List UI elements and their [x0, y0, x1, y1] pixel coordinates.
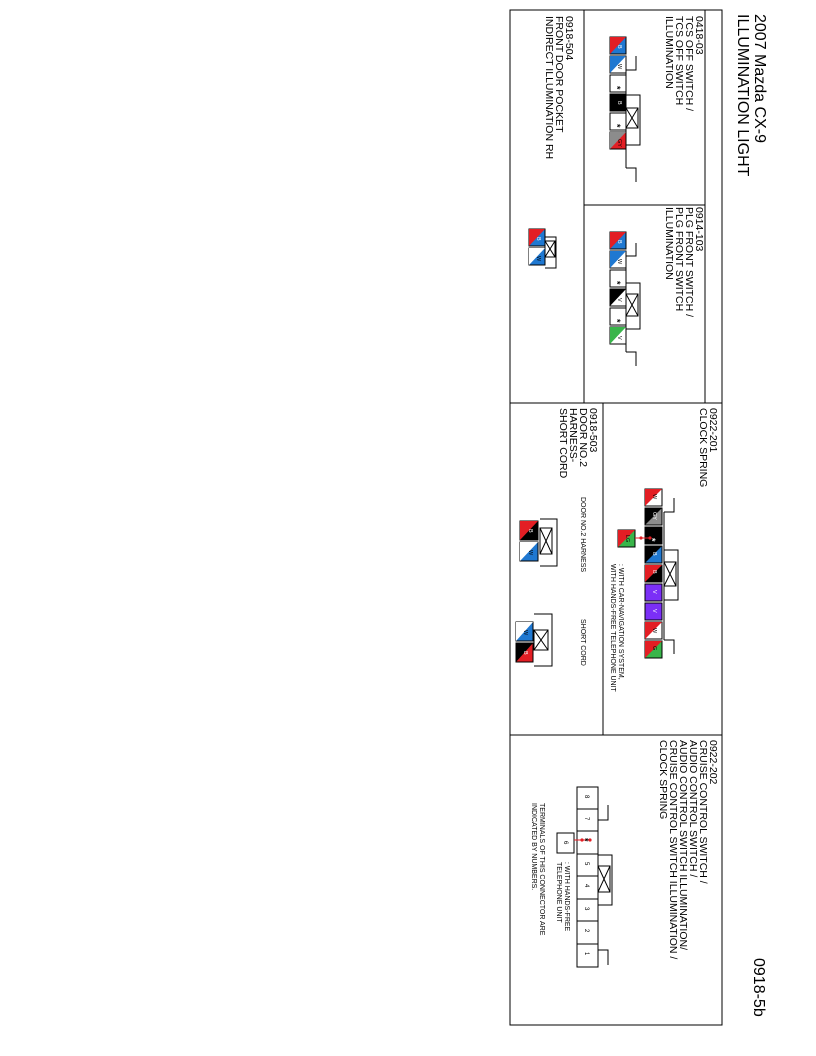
connector-line: AUDIO CONTROL SWITCH ILLUMINATION/ — [677, 740, 689, 951]
svg-text:B: B — [616, 240, 622, 244]
connector-0418-03 — [610, 37, 640, 182]
connector-line: AUDIO CONTROL SWITCH / — [687, 740, 699, 878]
svg-text:*: * — [647, 538, 657, 542]
svg-text:W: W — [651, 494, 657, 500]
connector-line: HARNESS- — [567, 408, 579, 463]
svg-text:B: B — [535, 237, 541, 241]
connector-0914-103 — [610, 232, 640, 366]
connector-line: ILLUMINATION — [663, 16, 675, 89]
connector-line: PLG FRONT SWITCH / — [683, 207, 695, 318]
svg-text:3: 3 — [583, 907, 589, 911]
connector-0922-201 — [618, 489, 678, 658]
connector-line: TCS OFF SWITCH / — [683, 16, 695, 112]
connector-line: ILLUMINATION — [663, 207, 675, 280]
connector-line: PLG FRONT SWITCH — [673, 207, 685, 312]
svg-text:V: V — [651, 609, 657, 613]
svg-text:V: V — [616, 298, 622, 302]
title-line-2: ILLUMINATION LIGHT — [734, 14, 751, 177]
connector-line: INDIRECT ILLUMINATION RH — [543, 16, 555, 160]
svg-text:*: * — [580, 838, 590, 842]
svg-text:GY: GY — [616, 139, 622, 147]
svg-text:B: B — [616, 45, 622, 49]
note-line: INDICATED BY NUMBERS. — [530, 803, 537, 891]
note-line: WITH HANDS-FREE TELEPHONE UNIT — [609, 564, 616, 692]
svg-text:B: B — [651, 552, 657, 556]
svg-text:G: G — [651, 646, 657, 651]
door-harness-label: DOOR NO.2 HARNESS — [579, 497, 586, 573]
connector-0918-504 — [529, 229, 556, 268]
connector-line: CLOCK SPRING — [697, 408, 709, 488]
svg-text:5: 5 — [583, 862, 589, 866]
svg-text:*: * — [612, 281, 622, 285]
connector-line: CRUISE CONTROL SWITCH / — [697, 740, 709, 884]
connector-code: 0914-103 — [693, 207, 705, 252]
svg-text:B: B — [527, 529, 533, 533]
note-line: TERMINALS OF THIS CONNECTOR ARE — [538, 803, 545, 936]
svg-text:6: 6 — [562, 841, 568, 845]
note-line: : WITH CAR-NAVIGATION SYSTEM, — [617, 564, 624, 680]
connector-code: 0922-202 — [707, 740, 719, 785]
short-cord-label: SHORT CORD — [579, 619, 586, 666]
connector-line: FRONT DOOR POCKET — [553, 16, 565, 133]
connector-code: 0922-201 — [707, 408, 719, 453]
title-line-1: 2007 Mazda CX-9 — [751, 14, 768, 143]
note-line: TELEPHONE UNIT — [555, 862, 562, 923]
svg-text:W: W — [527, 550, 533, 556]
page-number: 0918-5b — [750, 958, 767, 1017]
svg-text:W: W — [616, 64, 622, 70]
connector-line: TCS OFF SWITCH — [673, 16, 685, 106]
svg-text:V: V — [651, 590, 657, 594]
svg-text:2: 2 — [583, 929, 589, 933]
connector-short-cord — [516, 614, 552, 666]
svg-text:*: * — [612, 319, 622, 323]
svg-text:V: V — [616, 336, 622, 340]
connector-code: 0918-504 — [563, 16, 575, 61]
svg-text:W: W — [651, 628, 657, 634]
note-line: : WITH HANDS-FREE — [563, 862, 570, 932]
svg-text:W: W — [535, 256, 541, 262]
svg-text:B: B — [616, 101, 622, 105]
svg-text:*: * — [612, 86, 622, 90]
svg-text:4: 4 — [583, 884, 589, 888]
connector-line: SHORT CORD — [557, 408, 569, 479]
connector-code: 0418-03 — [693, 16, 705, 55]
connector-0922-202 — [557, 787, 612, 967]
connector-line: DOOR NO.2 — [577, 408, 589, 467]
svg-text:B: B — [651, 570, 657, 574]
svg-text:LG: LG — [624, 535, 630, 543]
svg-text:W: W — [616, 259, 622, 265]
connector-line: CRUISE CONTROL SWITCH ILLUMINATION / — [667, 740, 679, 960]
connector-door-no2-harness — [520, 519, 557, 566]
svg-text:*: * — [612, 124, 622, 128]
svg-text:GY: GY — [651, 512, 657, 520]
svg-text:B: B — [522, 651, 528, 655]
svg-text:W: W — [522, 630, 528, 636]
connector-line: CLOCK SPRING — [657, 740, 669, 820]
svg-text:8: 8 — [583, 795, 589, 799]
connector-code: 0918-503 — [587, 408, 599, 453]
svg-text:1: 1 — [583, 952, 589, 956]
svg-text:7: 7 — [583, 817, 589, 821]
